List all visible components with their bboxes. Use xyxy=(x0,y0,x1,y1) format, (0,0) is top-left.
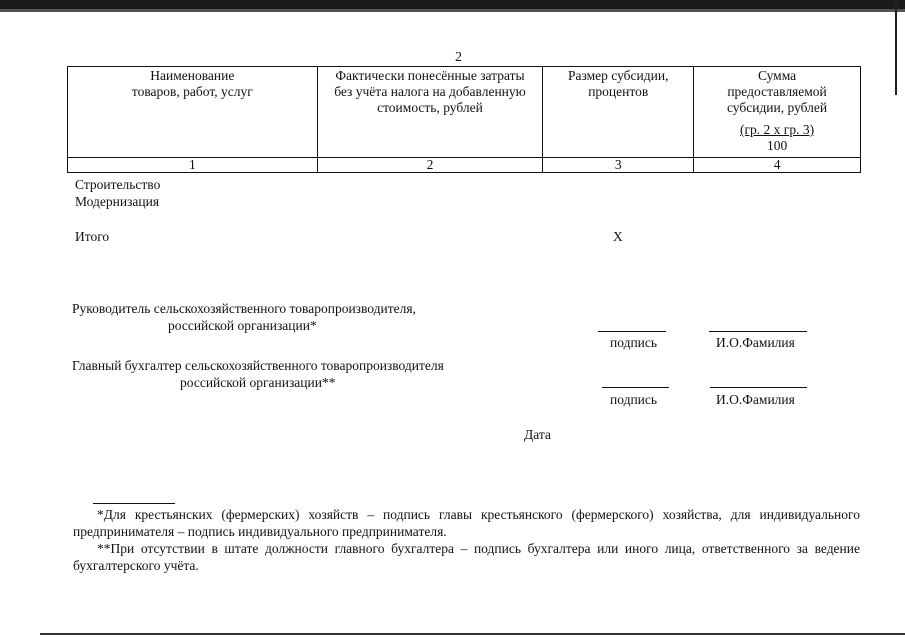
head-title-line2: российской организации* xyxy=(168,318,317,333)
header-subsidy-percent: Размер субсидии, процентов xyxy=(543,67,694,158)
header-costs: Фактически понесённые затраты без учёта налога на добавленную стоимость, рублей xyxy=(317,67,543,158)
column-number: 3 xyxy=(543,158,694,173)
accountant-name-line xyxy=(710,387,807,388)
footnote-2-text: **При отсутствии в штате должности главного бухгалтера – подпись бухгалтера или иного лица, ответственного за ведение бухгалтерского учёта. xyxy=(73,541,860,573)
footnote-separator xyxy=(93,503,175,504)
head-name-label: И.О.Фамилия xyxy=(716,335,795,350)
head-name-line xyxy=(709,331,807,332)
scan-top-border-shadow xyxy=(0,9,905,12)
scan-right-edge xyxy=(895,0,897,95)
accountant-title-line2: российской организации** xyxy=(180,375,336,390)
scan-top-border xyxy=(0,0,905,9)
scan-bottom-border xyxy=(40,633,905,635)
header-subsidy-amount: Сумма предоставляемой субсидии, рублей (гр. 2 х гр. 3) 100 xyxy=(694,67,861,158)
column-number: 2 xyxy=(317,158,543,173)
accountant-signature-line xyxy=(602,387,669,388)
table-header-row xyxy=(68,67,861,158)
head-title-line1: Руководитель сельскохозяйственного товаропроизводителя, xyxy=(72,301,416,316)
accountant-signature-label: подпись xyxy=(610,392,658,407)
formula-denominator: 100 xyxy=(766,138,788,153)
row-total: Итого xyxy=(75,229,110,244)
row-modernization: Модернизация xyxy=(75,194,160,209)
column-number: 4 xyxy=(694,158,861,173)
row-construction: Строительство xyxy=(75,177,161,192)
accountant-name-label: И.О.Фамилия xyxy=(716,392,795,407)
date-label: Дата xyxy=(524,427,551,442)
page-number: 2 xyxy=(455,50,462,65)
subsidy-formula xyxy=(698,122,856,154)
head-signature-label: подпись xyxy=(610,335,658,350)
column-numbers-row xyxy=(68,158,861,173)
total-x-mark: Х xyxy=(613,229,623,244)
column-number: 1 xyxy=(68,158,318,173)
formula-numerator: (гр. 2 х гр. 3) xyxy=(740,122,815,137)
footnote-1-text: *Для крестьянских (фермерских) хозяйств – подпись главы крестьянского (фермерского) хозяйства, для индивидуального предпринимателя – подпись индивидуального предпринимателя. xyxy=(73,507,860,539)
footnote-1 xyxy=(73,506,860,540)
footnote-2 xyxy=(73,540,860,574)
accountant-title-line1: Главный бухгалтер сельскохозяйственного товаропроизводителя xyxy=(72,358,444,373)
head-signature-line xyxy=(598,331,666,332)
header-goods: Наименование товаров, работ, услуг xyxy=(68,67,318,158)
subsidy-table xyxy=(67,66,861,173)
